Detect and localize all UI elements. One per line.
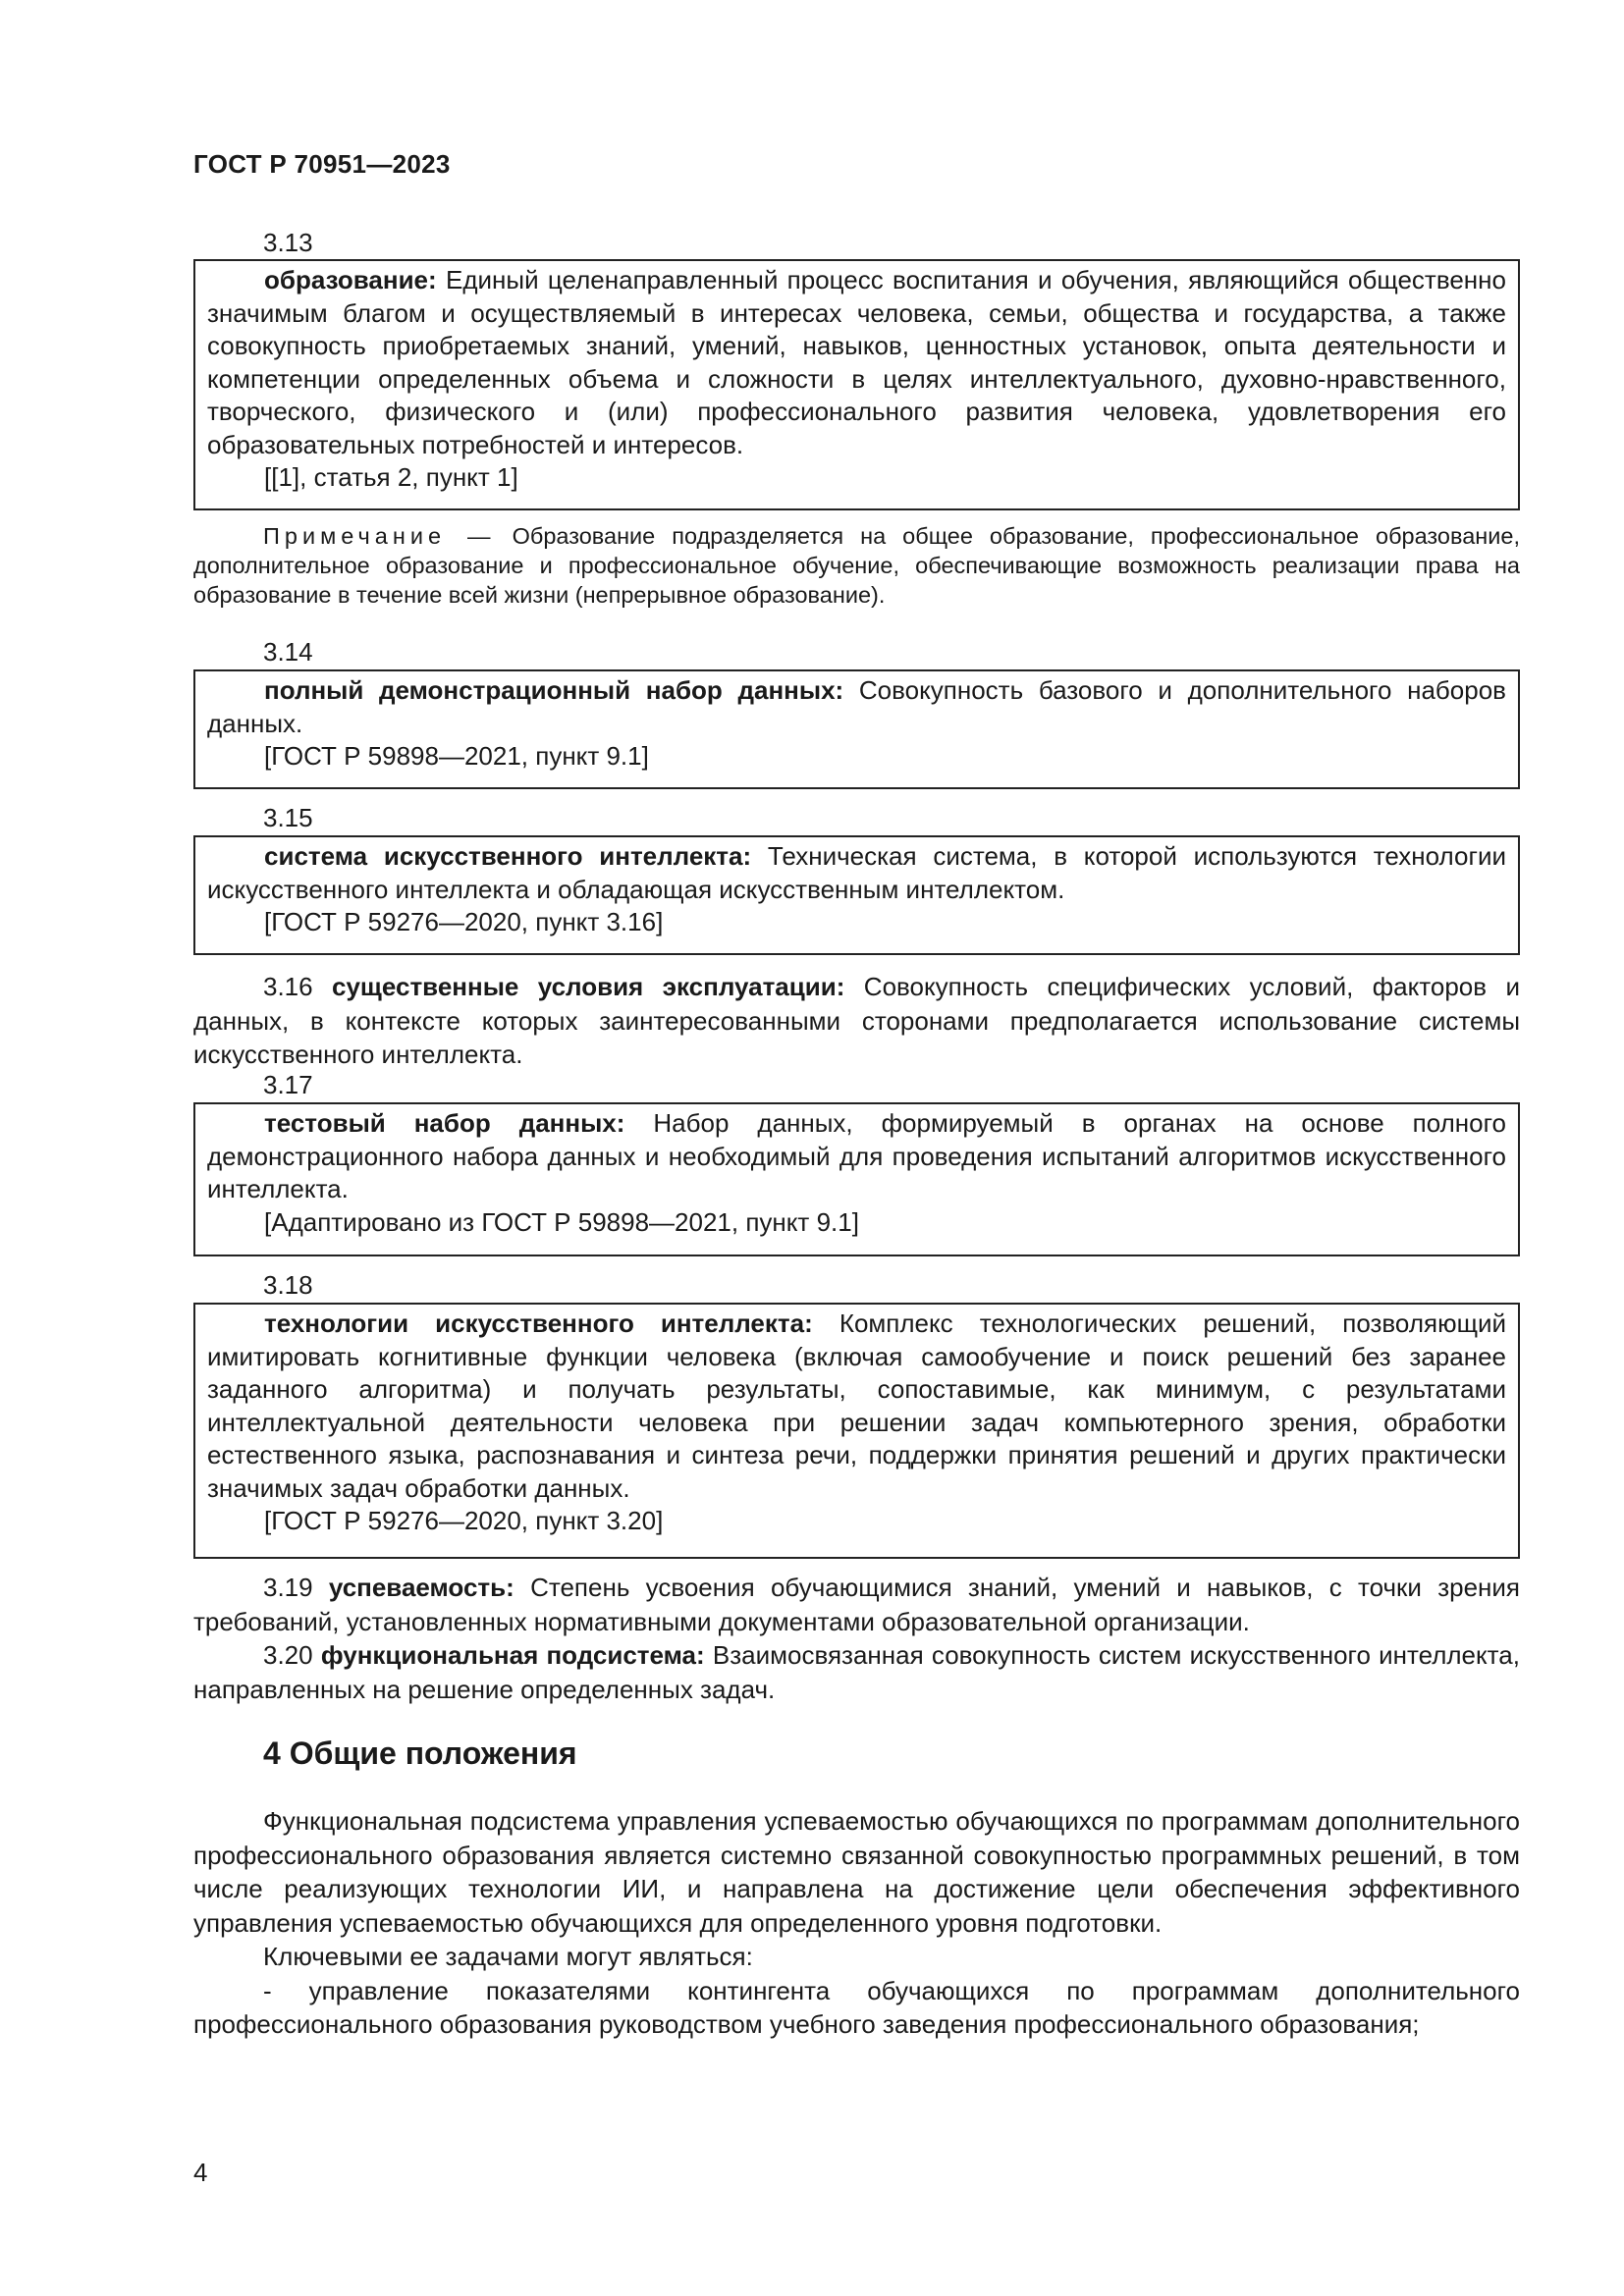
term-title: тестовый набор данных: [264, 1108, 625, 1138]
term-3-20: 3.20 функциональная подсистема: Взаимосвязанная совокупность систем искусственного интеллекта, направленных на решение определенных задач. [193, 1640, 1520, 1704]
term-box-3-17 [193, 1102, 1520, 1256]
term-number-3-13: 3.13 [263, 228, 313, 257]
term-definition: система искусственного интеллекта: Техническая система, в которой используются технологии искусственного интеллекта и обладающая искусственным интеллектом. [207, 841, 1506, 904]
term-box-3-14 [193, 669, 1520, 789]
note-3-13: Примечание — Образование подразделяется на общее образование, профессиональное образование, дополнительное образование и профессиональное обучение, обеспечивающие возможность реализации права на образование в течение всей жизни (непрерывное образование). [193, 523, 1520, 608]
term-definition: технологии искусственного интеллекта: Комплекс технологических решений, позволяющий имитировать когнитивные функции человека (включая самообучение и поиск решений без заранее заданного алгоритма) и получать результаты, сопоставимые, как минимум, с результатами интеллектуальной деятельности человека при решении задач компьютерного зрения, обработки естественного языка, распознавания и синтеза речи, поддержки принятия решений и других практически значимых задач обработки данных. [207, 1308, 1507, 1503]
term-3-19: 3.19 успеваемость: Степень усвоения обучающимися знаний, умений и навыков, с точки зрения требований, установленных нормативными документами образовательной организации. [193, 1573, 1520, 1636]
term-source: [Адаптировано из ГОСТ Р 59898—2021, пункт 9.1] [264, 1206, 859, 1237]
page-number: 4 [193, 2158, 208, 2187]
term-source: [ГОСТ Р 59276—2020, пункт 3.20] [264, 1506, 664, 1535]
term-title: существенные условия эксплуатации: [332, 972, 845, 1001]
term-number-3-15: 3.15 [263, 803, 313, 832]
term-title: система искусственного интеллекта: [264, 841, 752, 871]
paragraph: - управление показателями контингента обучающихся по программам дополнительного профессионального образования руководством учебного заведения профессионального образования; [193, 1975, 1520, 2039]
term-box-3-13 [193, 259, 1520, 510]
terms-3-19-3-20 [193, 1571, 1520, 1706]
term-title: образование: [264, 265, 437, 294]
section-4-body [193, 1804, 1520, 2042]
term-number-3-20: 3.20 [263, 1640, 313, 1670]
term-definition: тестовый набор данных: Набор данных, формируемый в органах на основе полного демонстрационного набора данных и необходимый для проведения испытаний алгоритмов искусственного интеллекта. [207, 1108, 1506, 1203]
term-number-3-19: 3.19 [263, 1573, 313, 1602]
term-number-3-16: 3.16 [263, 972, 313, 1001]
term-definition: образование: Единый целенаправленный процесс воспитания и обучения, являющийся общественно значимым благом и осуществляемый в интересах человека, семьи, общества и государства, а также совокупность приобретаемых знаний, умений, навыков, ценностных установок, опыта деятельности и компетенции определенных объема и сложности в целях интеллектуального, духовно-нравственного, творческого, физического и (или) профессионального развития человека, удовлетворения его образовательных потребностей и интересов. [207, 265, 1506, 459]
term-definition: полный демонстрационный набор данных: Совокупность базового и дополнительного наборов данных. [207, 675, 1506, 738]
term-3-16: 3.16 существенные условия эксплуатации: Совокупность специфических условий, факторов и данных, в контексте которых заинтересованными сторонами предполагается использование системы искусственного интеллекта. [193, 972, 1520, 1069]
term-title: технологии искусственного интеллекта: [264, 1308, 813, 1338]
term-box-3-18 [193, 1303, 1520, 1559]
term-number-3-18: 3.18 [263, 1270, 313, 1300]
document-header: ГОСТ Р 70951—2023 [193, 149, 451, 179]
paragraph: Ключевыми ее задачами могут являться: [263, 1942, 753, 1971]
term-title: полный демонстрационный набор данных: [264, 675, 844, 705]
section-heading: 4 Общие положения [263, 1735, 577, 1771]
term-source: [[1], статья 2, пункт 1] [264, 462, 518, 492]
term-title: функциональная подсистема: [320, 1640, 705, 1670]
term-number-3-14: 3.14 [263, 637, 313, 667]
paragraph: Функциональная подсистема управления успеваемостью обучающихся по программам дополнительного профессионального образования является системно связанной совокупностью программных решений, в том числе реализующих технологии ИИ, и направлена на достижение цели обеспечения эффективного управления успеваемостью обучающихся для определенного уровня подготовки. [193, 1806, 1520, 1938]
term-source: [ГОСТ Р 59898—2021, пункт 9.1] [264, 741, 649, 771]
term-box-3-15 [193, 835, 1520, 955]
term-title: успеваемость: [328, 1573, 514, 1602]
term-number-3-17: 3.17 [263, 1070, 313, 1099]
note-label: Примечание — [263, 523, 496, 549]
term-source: [ГОСТ Р 59276—2020, пункт 3.16] [264, 907, 664, 936]
